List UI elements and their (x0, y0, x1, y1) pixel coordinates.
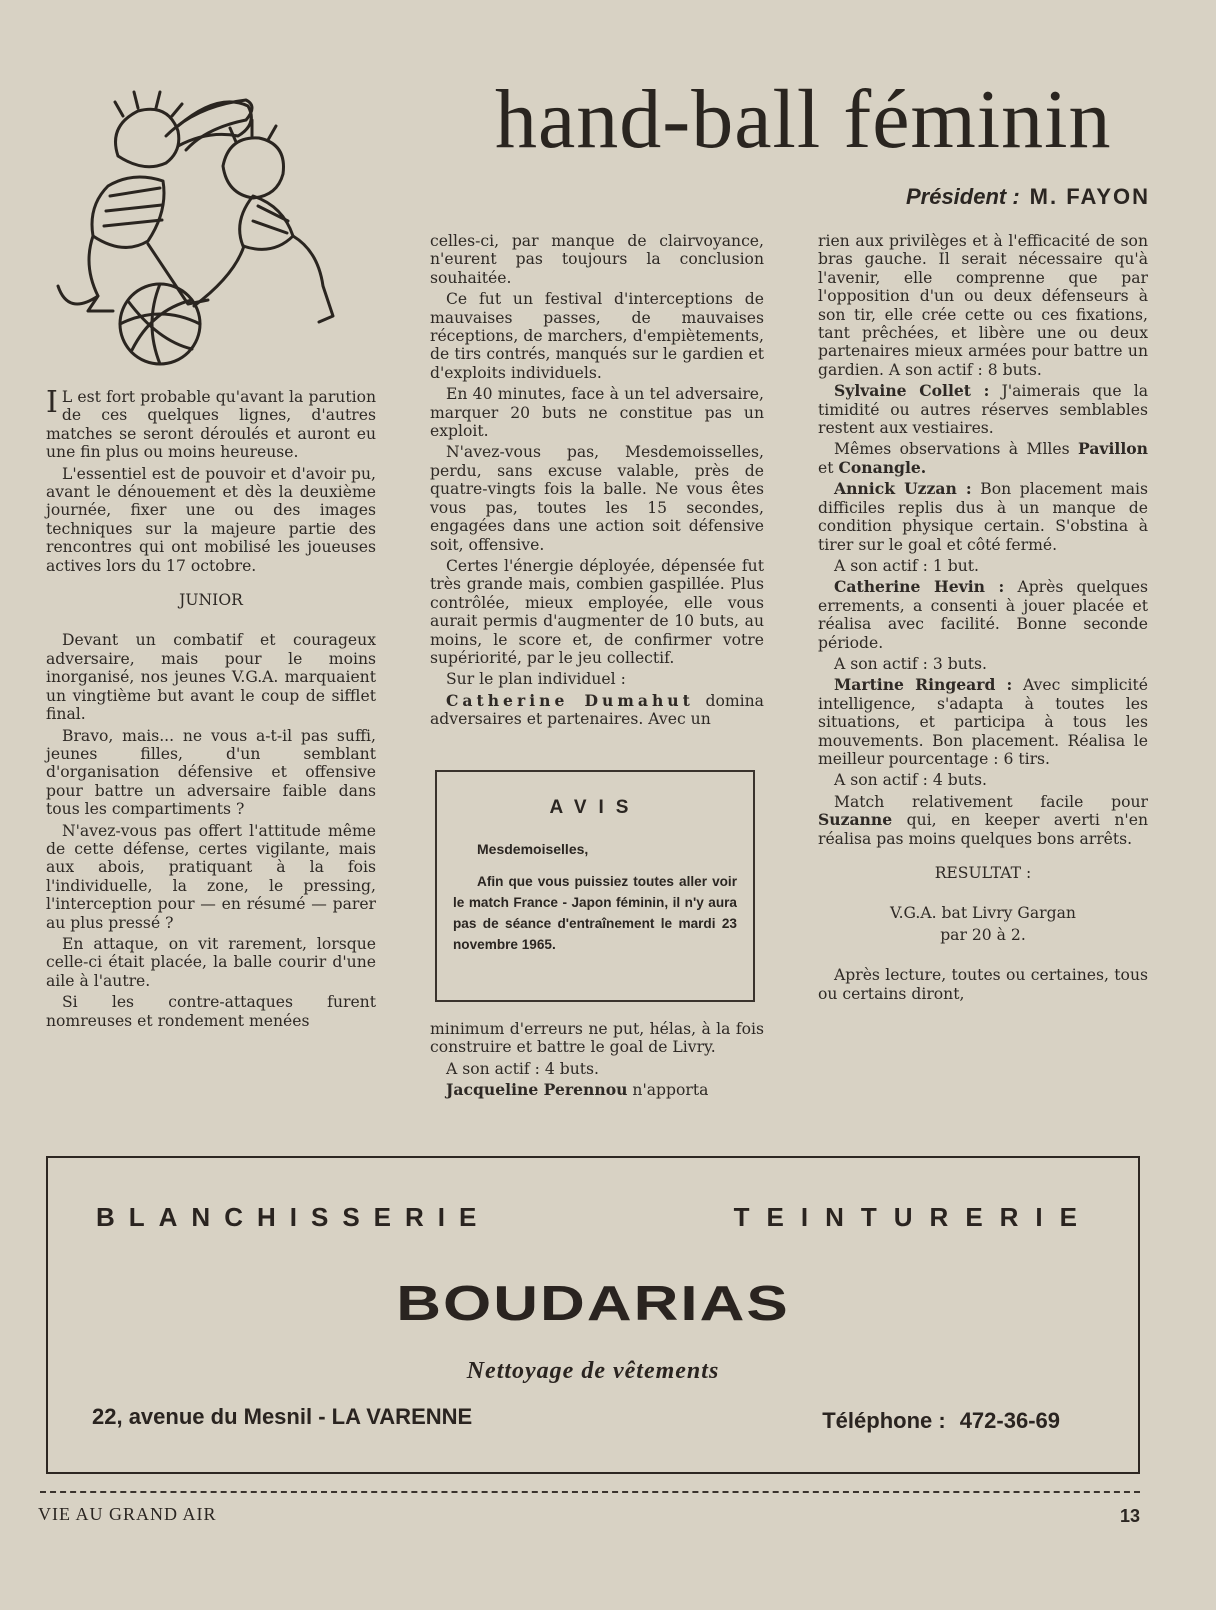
paragraph: A son actif : 3 buts. (834, 654, 987, 673)
paragraph: Martine Ringeard : Avec simplicité intelligence, s'adapta à toutes les situations, et participa à tous les mouvements. Bon placement. Réalisa le meilleur pourcentage : 6 tirs. (818, 675, 1148, 768)
notice-salutation: Mesdemoiselles, (477, 841, 589, 857)
paragraph: Certes l'énergie déployée, dépensée fut très grande mais, combien gaspillée. Plus contrôlée, mieux employée, elle vous aurait permis d'augmenter de 10 buts, au moins, le score et, de confirmer votre supériorité, par le jeu collectif. (430, 556, 764, 667)
player-name: Jacqueline Perennou (446, 1080, 628, 1100)
notice-title: AVIS (549, 797, 641, 818)
advertisement-box (46, 1156, 1140, 1474)
publication-name: VIE AU GRAND AIR (38, 1504, 217, 1524)
paragraph: N'avez-vous pas, Mesdemoisselles, perdu, sans excuse valable, près de quatre-vingts fois la balle. Ne vous êtes vous pas, toutes les 15 secondes, engagées dans une action soit défensive soit, offensive. (430, 443, 764, 554)
paragraph: celles-ci, par manque de clairvoyance, n'eurent pas toujours la conclusion souhaitée. (430, 232, 764, 287)
footer-divider (40, 1491, 1140, 1493)
paragraph: Si les contre-attaques furent nomreuses et rondement menées (46, 993, 376, 1030)
paragraph: Catherine Dumahut domina adversaires et partenaires. Avec un (430, 690, 764, 729)
player-name: Annick Uzzan : (834, 479, 972, 499)
player-name: Sylvaine Collet : (834, 381, 990, 401)
result-score: par 20 à 2. (940, 925, 1026, 944)
ad-left-heading: BLANCHISSERIE (96, 1202, 491, 1232)
notice-body: Afin que vous puissiez toutes aller voir le match France - Japon féminin, il n'y aura pas de séance d'entraînement le mardi 23 novembre 1965. (453, 874, 737, 952)
notice-box (435, 770, 755, 1002)
paragraph: Catherine Hevin : Après quelques errements, a consenti à jouer placée et réalisa avec facilité. Bonne seconde période. (818, 577, 1148, 652)
player-name: Conangle. (838, 457, 927, 477)
paragraph: L'essentiel est de pouvoir et d'avoir pu, avant le dénouement et dès la deuxième journée, fixer une ou des images techniques sur la majeure partie des rencontres qui ont mobilisé les joueuses actives lors du 17 octobre. (46, 464, 376, 575)
paragraph: En 40 minutes, face à un tel adversaire, marquer 20 buts ne constitue pas un exploit. (430, 385, 764, 441)
ad-phone-label: Téléphone : (822, 1408, 946, 1433)
paragraph: Sylvaine Collet : J'aimerais que la timidité ou autres réserves semblables restent aux vestiaires. (818, 381, 1148, 438)
article-column-1 (46, 385, 376, 1030)
paragraph: Après lecture, toutes ou certaines, tous ou certains diront, (818, 966, 1148, 1003)
president-label: Président : (905, 184, 1020, 209)
ad-phone (822, 1408, 1060, 1434)
paragraph: Jacqueline Perennou n'apporta (446, 1080, 709, 1100)
player-name: Martine Ringeard : (834, 675, 1013, 695)
paragraph: Annick Uzzan : Bon placement mais difficiles replis dus à un manque de condition physique certain. S'obstina à tirer sur le goal et côté fermé. (818, 479, 1148, 554)
drop-cap: I (46, 385, 58, 420)
player-name: Pavillon (1078, 439, 1148, 459)
president-line (906, 184, 1150, 210)
ad-right-heading: TEINTURERIE (733, 1202, 1094, 1232)
ad-brand-name: BOUDARIAS (396, 1275, 790, 1332)
paragraph: I L est fort probable qu'avant la parution de ces quelques lignes, d'autres matches se seront déroulés et auront eu une fin plus ou moins heureuse. (46, 385, 376, 462)
article-column-2 (430, 232, 764, 729)
ad-subtitle: Nettoyage de vêtements (466, 1358, 720, 1384)
paragraph: rien aux privilèges et à l'efficacité de son bras gauche. Il serait nécessaire qu'à l'avenir, elle comprenne que par l'opposition d'un ou deux défenseurs à son tir, elle crée cette ou ces fixations, tant prêchées, et libère une ou deux partenaires mieux armées pour battre un gardien. A son actif : 8 buts. (818, 232, 1148, 379)
paragraph: A son actif : 4 buts. (834, 771, 987, 790)
section-heading: JUNIOR (179, 591, 243, 610)
player-name: Suzanne (818, 810, 893, 830)
article-title: hand-ball féminin (495, 73, 1112, 166)
paragraph: A son actif : 4 buts. (446, 1059, 599, 1078)
president-name: M. FAYON (1029, 184, 1150, 209)
paragraph: En attaque, on vit rarement, lorsque celle-ci était placée, la balle courir d'une aile à l'autre. (46, 934, 376, 990)
ad-address: 22, avenue du Mesnil - LA VARENNE (92, 1404, 473, 1429)
page-number: 13 (1119, 1506, 1140, 1526)
player-name: Catherine Hevin : (834, 577, 1005, 597)
result-label: RESULTAT : (934, 864, 1032, 882)
player-name: Catherine Dumahut (446, 690, 694, 710)
paragraph: Bravo, mais... ne vous a-t-il pas suffi, jeunes filles, d'un semblant d'organisation défensive et offensive pour battre un adversaire faible dans tous les compartiments ? (46, 726, 376, 819)
paragraph: Sur le plan individuel : (446, 670, 626, 689)
paragraph: Match relativement facile pour Suzanne qui, en keeper averti n'en réalisa pas moins quelques bons arrêts. (818, 792, 1148, 848)
ad-phone-number: 472-36-69 (959, 1408, 1060, 1433)
paragraph: N'avez-vous pas offert l'attitude même de cette défense, certes vigilante, mais aux abois, pratiquant à la fois l'individuelle, la zone, le pressing, l'interception pour — en résumé — parer au plus pressé ? (46, 821, 376, 932)
handball-players-illustration (48, 86, 388, 386)
result-line: V.G.A. bat Livry Gargan (890, 904, 1076, 923)
paragraph: Mêmes observations à Mlles Pavillon et Conangle. (818, 439, 1148, 477)
paragraph: A son actif : 1 but. (834, 556, 979, 575)
paragraph: minimum d'erreurs ne put, hélas, à la fois construire et battre le goal de Livry. (430, 1020, 764, 1057)
paragraph: Ce fut un festival d'interceptions de mauvaises passes, de mauvaises réceptions, de marchers, d'empiètements, de tirs contrés, manqués sur le gardien et d'exploits individuels. (430, 290, 764, 382)
paragraph: Devant un combatif et courageux adversaire, mais pour le moins inorganisé, nos jeunes V.G.A. marquaient un vingtième but avant le coup de sifflet final. (46, 631, 376, 724)
article-column-3 (818, 232, 1148, 1003)
article-column-2-continued (430, 1020, 764, 1100)
